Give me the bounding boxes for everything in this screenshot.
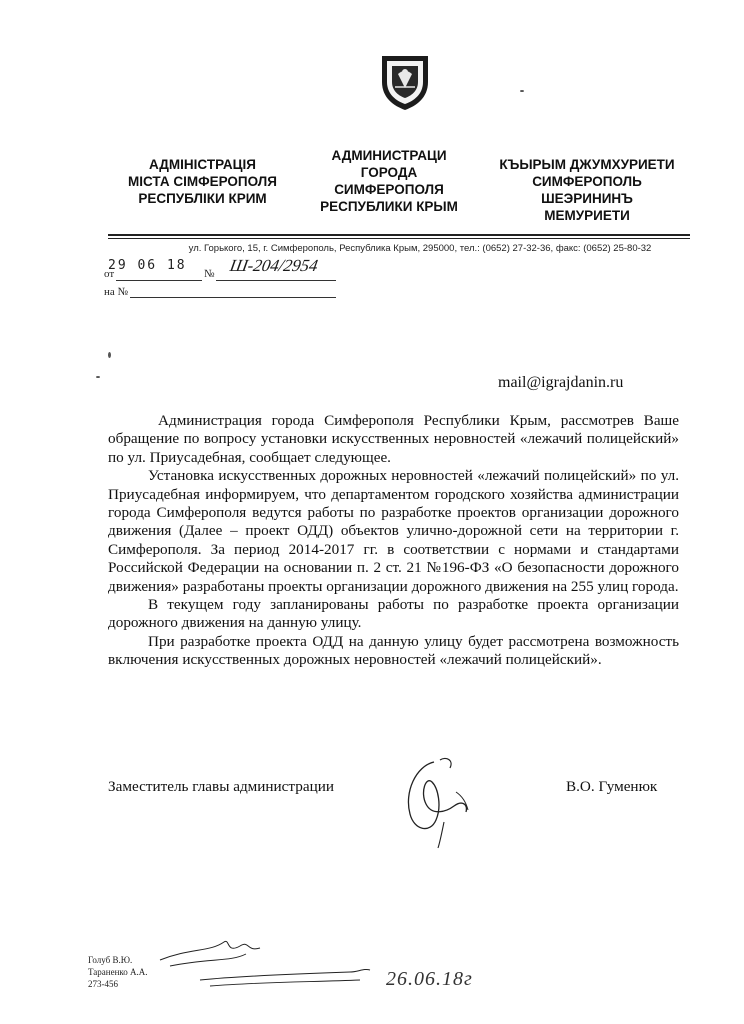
header-russian-line: СИМФЕРОПОЛЯ [334,182,444,197]
header-crimean-tatar-line: ШЕЭРИНИНЪ [541,191,633,206]
executor-line: Тараненко А.А. [88,967,148,977]
coat-of-arms-icon [378,52,432,112]
header-russian-line: РЕСПУБЛИКИ КРЫМ [320,199,458,214]
header-russian-line: АДМИНИСТРАЦИ [331,148,447,163]
signatory-name: В.О. Гуменюк [566,778,658,795]
executor-line: Голуб В.Ю. [88,955,133,965]
registration-date: 29 06 18 [108,258,187,273]
executor-phone: 273-456 [88,979,118,989]
letter-body [108,412,679,670]
reply-underline [130,283,336,298]
scan-speck [520,90,524,92]
header-ukrainian-line: МІСТА СІМФЕРОПОЛЯ [128,174,277,189]
recipient-email: mail@igrajdanin.ru [498,374,624,391]
header-ukrainian [100,156,305,207]
header-divider-thin [108,238,690,239]
executor-signature [150,928,380,998]
header-crimean-tatar-line: КЪЫРЫМ ДЖУМХУРИЕТИ [499,157,675,172]
scan-speck [108,352,111,358]
body-paragraph: Администрация города Симферополя Республики Крым, рассмотрев Ваше обращение по вопросу установки искусственных неровностей «лежачий полицейский» по ул. Приусадебная, сообщает следующее. [108,412,679,466]
header-divider [108,234,690,236]
number-label: № [204,268,215,280]
reply-label: на № [104,286,129,298]
header-russian [298,147,480,215]
body-paragraph: В текущем году запланированы работы по разработке проекта организации дорожного движения на данную улицу. [108,596,679,632]
header-crimean-tatar-line: СИМФЕРОПОЛЬ [532,174,642,189]
handwritten-date: 26.06.18г [386,968,473,990]
header-russian-line: ГОРОДА [360,165,418,180]
header-ukrainian-line: РЕСПУБЛІКИ КРИМ [138,191,267,206]
body-paragraph: Установка искусственных дорожных неровностей «лежачий полицейский» по ул. Приусадебная информируем, что департаментом городского хозяйства администрации города Симферополя ведутся работы по разработке проектов организации дорожного движения (Далее – проект ОДД) объектов улично-дорожной сети на территории г. Симферополя. За период 2014-2017 гг. в соответствии с нормами и стандартами Российской Федерации на основании п. 2 ст. 21 №196-ФЗ «О безопасности дорожного движения» разработаны проекты организации дорожного движения на 255 улиц города. [108,467,679,595]
body-paragraph: При разработке проекта ОДД на данную улицу будет рассмотрена возможность включения искусственных дорожных неровностей «лежачий полицейский». [108,632,679,669]
header-crimean-tatar [482,156,692,224]
scan-speck [96,376,100,378]
header-crimean-tatar-line: МЕМУРИЕТИ [544,208,630,223]
header-ukrainian-line: АДМІНІСТРАЦІЯ [149,157,256,172]
address-line: ул. Горького, 15, г. Симферополь, Республика Крым, 295000, тел.: (0652) 27-32-36, факс: (0652) 25-80-32 [188,243,652,254]
signatory-title: Заместитель главы администрации [108,778,334,795]
handwritten-signature [396,752,486,852]
from-label: от [104,268,115,280]
registration-number: Ш-204/2954 [228,256,320,275]
